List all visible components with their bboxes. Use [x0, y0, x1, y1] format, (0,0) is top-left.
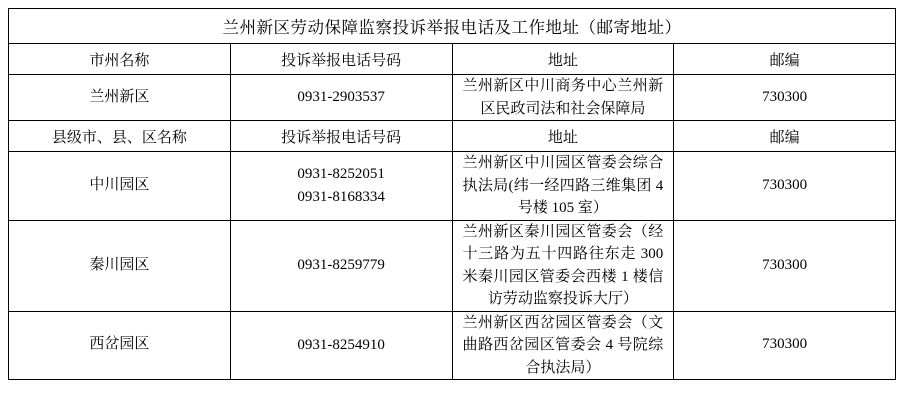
district-name: 秦川园区 — [9, 220, 231, 311]
phone-number: 0931-8259779 — [297, 257, 385, 274]
city-zip: 730300 — [674, 75, 896, 121]
table-row — [9, 75, 896, 121]
district-address — [452, 220, 674, 311]
header-city-phone: 投诉举报电话号码 — [230, 44, 452, 75]
district-name: 西岔园区 — [9, 311, 231, 380]
district-zip: 730300 — [674, 311, 896, 380]
district-address-text: 兰州新区西岔园区管委会（文曲路西岔园区管委会 4 号院综合执法局） — [462, 314, 664, 376]
district-phone — [230, 220, 452, 311]
table-row — [9, 311, 896, 380]
phone-number: 0931-8252051 — [297, 166, 385, 183]
page-title: 兰州新区劳动保障监察投诉举报电话及工作地址（邮寄地址） — [9, 9, 896, 44]
table-row — [9, 152, 896, 221]
header-city-zip: 邮编 — [674, 44, 896, 75]
district-name: 中川园区 — [9, 152, 231, 221]
header-county-address: 地址 — [452, 121, 674, 152]
district-phone — [230, 152, 452, 221]
district-address — [452, 152, 674, 221]
contact-table — [8, 8, 896, 380]
header-county-name: 县级市、县、区名称 — [9, 121, 231, 152]
header-city-address: 地址 — [452, 44, 674, 75]
city-phone: 0931-2903537 — [230, 75, 452, 121]
header-row-county — [9, 121, 896, 152]
city-address-text: 兰州新区中川商务中心兰州新区民政司法和社会保障局 — [462, 78, 664, 117]
table-row — [9, 220, 896, 311]
phone-number: 0931-8254910 — [297, 337, 385, 353]
district-address — [452, 311, 674, 380]
phone-number: 0931-8168334 — [297, 188, 385, 205]
district-address-text: 兰州新区秦川园区管委会（经十三路为五十四路往东走 300 米秦川园区管委会西楼 1 楼信访劳动监察投诉大厅） — [462, 223, 664, 307]
title-row — [9, 9, 896, 44]
header-county-zip: 邮编 — [674, 121, 896, 152]
district-phone — [230, 311, 452, 380]
district-address-text: 兰州新区中川园区管委会综合执法局(纬一经四路三维集团 4 号楼 105 室） — [462, 155, 664, 216]
header-city-name: 市州名称 — [9, 44, 231, 75]
city-address — [452, 75, 674, 121]
header-county-phone: 投诉举报电话号码 — [230, 121, 452, 152]
district-zip: 730300 — [674, 220, 896, 311]
header-row-city — [9, 44, 896, 75]
city-name: 兰州新区 — [9, 75, 231, 121]
district-zip: 730300 — [674, 152, 896, 221]
